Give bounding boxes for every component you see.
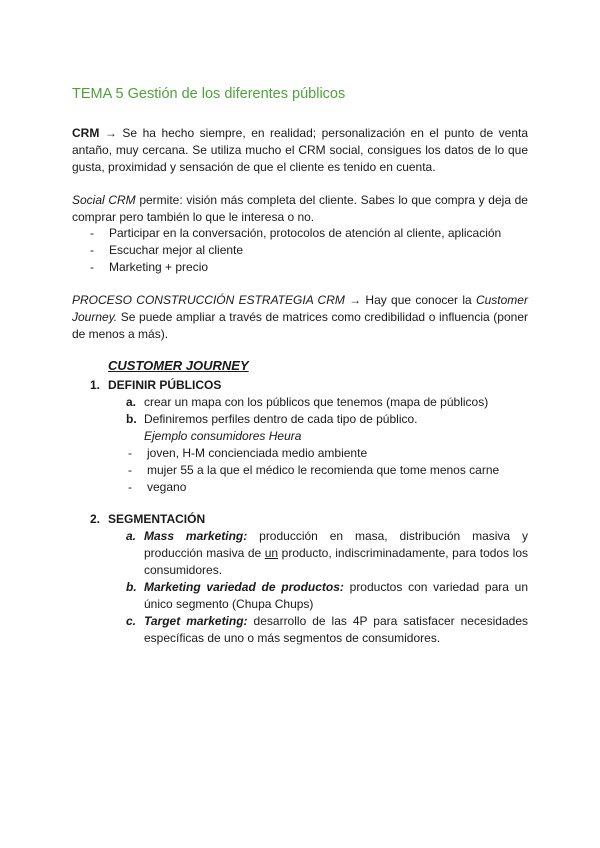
item-number: 1. [90,378,101,392]
sub-marker: b. [126,580,137,594]
sub-text: desarrollo de las 4P para satisfacer necesidades específicas de uno o más segmentos de consumidores. [144,614,528,645]
social-crm-list [88,225,501,276]
list-item: - Escuchar mejor al cliente [88,242,501,259]
sub-marker: c. [126,614,137,628]
term: Marketing variedad de productos: [144,580,344,594]
crm-text: Se ha hecho siempre, en realidad; personalización en el punto de venta antaño, muy cercana. Se utiliza mucho el CRM social, consigues los datos de lo que gusta, proximidad y sensación de que el cliente es tenido en cuenta. [72,126,529,174]
sub-text: producto, indiscriminadamente, para todos los consumidores. [144,546,528,577]
item-number: 2. [90,512,101,526]
item-1b [126,411,528,445]
term: Mass marketing: [144,529,248,543]
sub-marker: a. [126,395,137,409]
item-label: SEGMENTACIÓN [108,512,206,526]
customer-journey-term: Customer Journey. [72,293,528,324]
process-paragraph [72,292,528,343]
item-label: DEFINIR PÚBLICOS [108,378,222,392]
sub-content [144,613,528,647]
sub-text: crear un mapa con los públicos que tenemos (mapa de públicos) [144,395,489,409]
sub-content [144,411,418,445]
social-crm-text: permite: visión más completa del cliente. Sabes lo que compra y deja de comprar pero también lo que le interesa o no. [72,193,528,224]
sub-text: Definiremos perfiles dentro de cada tipo de público. [144,412,418,426]
term: Target marketing: [144,614,248,628]
process-text-a: Hay que conocer la [365,293,472,307]
arrow: → [104,126,117,140]
example-text: Ejemplo consumidores Heura [144,429,302,443]
crm-term: CRM [72,126,100,140]
sub-marker: b. [126,412,137,426]
process-term: PROCESO CONSTRUCCIÓN ESTRATEGIA CRM [72,293,345,307]
underlined-word: un [264,546,279,560]
sub-text: producción en masa, distribución masiva y producción masiva de [144,529,528,560]
list-item: - mujer 55 a la que el médico le recomienda que tome menos carne [126,462,499,479]
list-item: - Marketing + precio [88,259,501,276]
section-heading: CUSTOMER JOURNEY [108,358,249,373]
sub-marker: a. [126,529,137,543]
list-item: - vegano [126,479,499,496]
social-crm-term: Social CRM [72,193,136,207]
sub-content [144,579,528,613]
sub-content [144,528,528,579]
list-item: - Participar en la conversación, protocolos de atención al cliente, aplicación [88,225,501,242]
page-title: TEMA 5 Gestión de los diferentes públicos [72,86,346,102]
process-text-b: Se puede ampliar a través de matrices como credibilidad o influencia (poner de menos a más). [72,310,528,341]
arrow: → [349,293,362,307]
sub-text: productos con variedad para un único segmento (Chupa Chups) [144,580,529,611]
list-item: - joven, H-M concienciada medio ambiente [126,445,499,462]
social-crm-paragraph [72,192,528,226]
example-list [126,445,499,496]
crm-paragraph [72,125,528,176]
